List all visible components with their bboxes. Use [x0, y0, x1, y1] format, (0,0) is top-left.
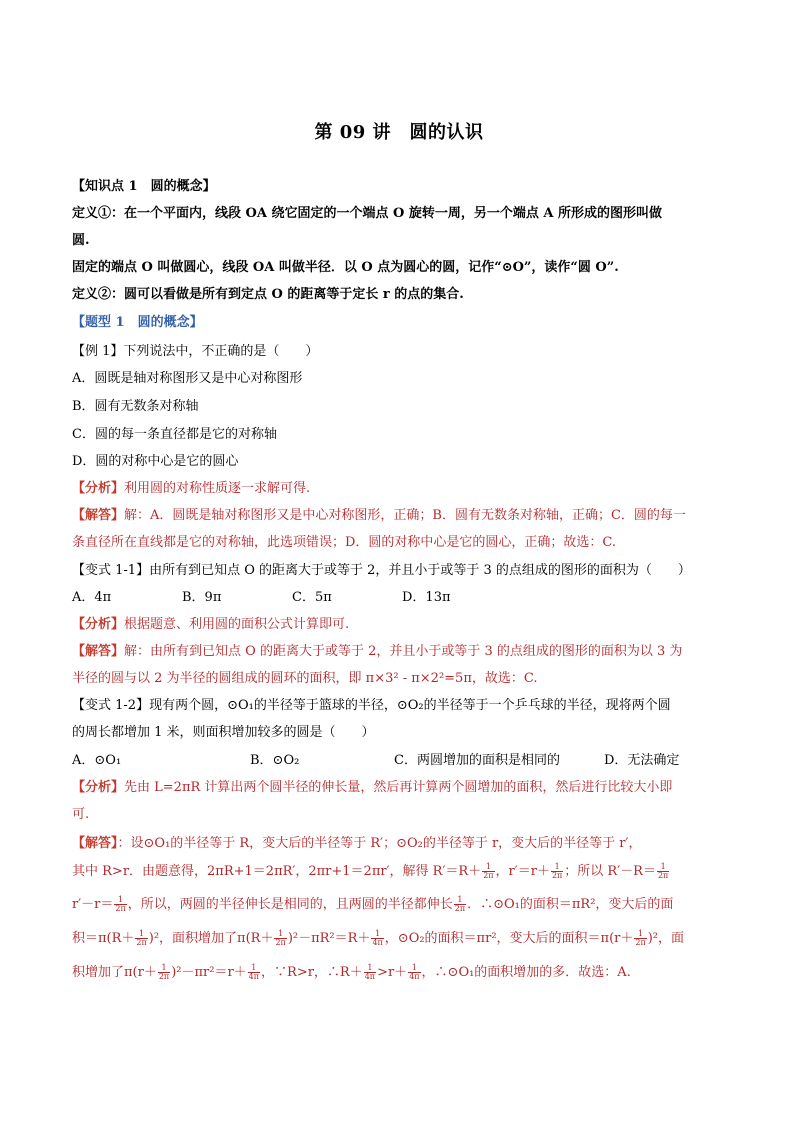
answer-segment: ，∵R>r，∴R＋ [261, 965, 363, 980]
knowledge-point-heading: 【知识点 1 圆的概念】 [72, 179, 216, 194]
answer-segment: 其中 R>r．由题意得，2πR+1＝2πR′，2πr+1＝2πr′，解得 R′＝R＋ [72, 864, 482, 879]
example-1-analysis [72, 480, 726, 498]
fraction: $\frac{1}{2\pi}$ [483, 862, 494, 880]
answer-segment: 积增加了π(r＋ [72, 965, 157, 980]
variant-1-2-answer-line-2 [72, 863, 726, 881]
fraction: $\frac{1}{2\pi}$ [158, 963, 170, 981]
variant-1-2-option-d: D．无法确定 [604, 753, 680, 768]
answer-segment: 积＝π(R＋ [72, 931, 135, 946]
variant-1-2-answer [72, 835, 726, 853]
example-1-option-d: D．圆的对称中心是它的圆心 [72, 454, 239, 469]
analysis-text: 根据题意、利用圆的面积公式计算即可. [124, 617, 350, 632]
definition-1 [72, 205, 726, 223]
definition-1-label: 定义①： [72, 206, 125, 221]
answer-segment: ，⊙O₂的面积＝πr²，变大后的面积＝π(r＋ [384, 931, 634, 946]
variant-1-2-options [72, 752, 726, 770]
answer-text: ：设⊙O₁的半径等于 R，变大后的半径等于 R′；⊙O₂的半径等于 r，变大后的半径等于 r′， [117, 836, 642, 851]
answer-segment: )²－πR²＝R＋ [287, 931, 371, 946]
variant-1-2-analysis [72, 779, 726, 797]
variant-1-1-question: 【变式 1-1】由所有到已知点 O 的距离大于或等于 2，并且小于或等于 3 的点组成的图形的面积为（ ） [72, 563, 691, 578]
example-1-option-a: A．圆既是轴对称图形又是中心对称图形 [72, 371, 303, 386]
variant-1-2-answer-line-4 [72, 930, 726, 948]
definition-2-label: 定义②： [72, 287, 125, 302]
variant-1-2-answer-line-5 [72, 964, 726, 982]
answer-text: 解：由所有到已知点 O 的距离大于或等于 2，并且小于或等于 3 的点组成的图形的面积为以 3 为 [124, 644, 683, 659]
variant-1-2-question: 【变式 1-2】现有两个圆，⊙O₁的半径等于篮球的半径，⊙O₂的半径等于一个乒乓球的半径，现将两个圆 [72, 698, 671, 713]
answer-label: 【解答】 [72, 836, 118, 851]
fraction: $\frac{1}{4\pi}$ [409, 963, 420, 981]
fraction: $\frac{1}{2\pi}$ [115, 895, 126, 913]
fraction: $\frac{1}{4\pi}$ [248, 963, 260, 981]
variant-1-2-answer-line-3 [72, 896, 726, 914]
fraction: $\frac{1}{2\pi}$ [551, 862, 563, 880]
analysis-label: 【分析】 [72, 780, 125, 795]
answer-label: 【解答】 [72, 644, 125, 659]
answer-segment: ；所以 R′－R＝ [564, 864, 656, 879]
answer-segment: ，所以，两圆的半径伸长是相同的，且两圆的半径都伸长 [127, 897, 453, 912]
variant-1-1-answer [72, 643, 726, 661]
example-1-option-b: B．圆有无数条对称轴 [72, 399, 199, 414]
answer-label: 【解答】 [72, 508, 125, 523]
answer-text: 解：A．圆既是轴对称图形又是中心对称图形，正确；B．圆有无数条对称轴，正确；C．圆的每一 [124, 508, 686, 523]
example-1-answer-cont: 条直径所在直线都是它的对称轴，此选项错误；D．圆的对称中心是它的圆心，正确；故选：C. [72, 535, 617, 550]
center-radius-text: 固定的端点 O 叫做圆心，线段 OA 叫做半径．以 O 点为圆心的圆，记作“⊙O”，读作“圆 O”. [72, 260, 619, 275]
variant-1-1-option-d: D．13π [402, 590, 451, 605]
variant-1-2-option-c: C．两圆增加的面积是相同的 [394, 753, 560, 768]
example-1-option-c: C．圆的每一条直径都是它的对称轴 [72, 427, 277, 442]
fraction: $\frac{1}{4\pi}$ [372, 929, 383, 947]
variant-1-1-option-c: C．5π [292, 590, 332, 605]
fraction: $\frac{1}{2\pi}$ [657, 862, 669, 880]
variant-1-2-question-cont: 的周长都增加 1 米，则面积增加较多的圆是（ ） [72, 725, 375, 740]
fraction: $\frac{1}{2\pi}$ [136, 929, 147, 947]
example-1-question: 【例 1】下列说法中，不正确的是（ ） [72, 344, 319, 359]
analysis-text: 利用圆的对称性质逐一求解可得. [124, 481, 311, 496]
variant-1-2-option-b: B．⊙O₂ [250, 753, 300, 768]
variant-1-1-option-b: B．9π [182, 590, 222, 605]
definition-2 [72, 286, 726, 304]
variant-1-1-option-a: A．4π [72, 590, 112, 605]
fraction: $\frac{1}{2\pi}$ [275, 929, 286, 947]
variant-1-1-answer-cont: 半径的圆与以 2 为半径的圆组成的圆环的面积，即 π×3² - π×2²=5π，故选：C. [72, 671, 538, 686]
answer-segment: )²－πr²＝r＋ [171, 965, 247, 980]
variant-1-1-options [72, 589, 726, 607]
fraction: $\frac{1}{4\pi}$ [364, 963, 376, 981]
variant-1-2-option-a: A．⊙O₁ [72, 753, 122, 768]
answer-segment: ，∴⊙O₁的面积增加的多．故选：A. [421, 965, 631, 980]
fraction: $\frac{1}{2\pi}$ [635, 929, 646, 947]
analysis-label: 【分析】 [72, 617, 125, 632]
page-title: 第 09 讲 圆的认识 [314, 122, 484, 143]
answer-segment: >r＋ [377, 965, 408, 980]
answer-segment: )²，面积增加了π(R＋ [148, 931, 274, 946]
answer-segment: ，r′＝r＋ [495, 864, 550, 879]
fraction: $\frac{1}{2\pi}$ [454, 895, 466, 913]
type-1-heading: 【题型 1 圆的概念】 [72, 315, 203, 330]
analysis-text: 先由 L=2πR 计算出两个圆半径的伸长量，然后再计算两个圆增加的面积，然后进行比较大小即 [124, 780, 673, 795]
example-1-answer [72, 507, 726, 525]
answer-segment: r′－r＝ [72, 897, 114, 912]
analysis-label: 【分析】 [72, 481, 125, 496]
answer-segment: ．∴⊙O₁的面积＝πR²，变大后的面 [467, 897, 674, 912]
definition-1-text: 在一个平面内，线段 OA 绕它固定的一个端点 O 旋转一周，另一个端点 A 所形成的图形叫做 [124, 206, 662, 221]
answer-segment: )²，面 [647, 931, 685, 946]
definition-2-text: 圆可以看做是所有到定点 O 的距离等于定长 r 的点的集合. [124, 287, 464, 302]
variant-1-1-analysis [72, 616, 726, 634]
variant-1-2-analysis-cont: 可. [72, 807, 90, 822]
definition-1-cont: 圆. [72, 233, 90, 248]
